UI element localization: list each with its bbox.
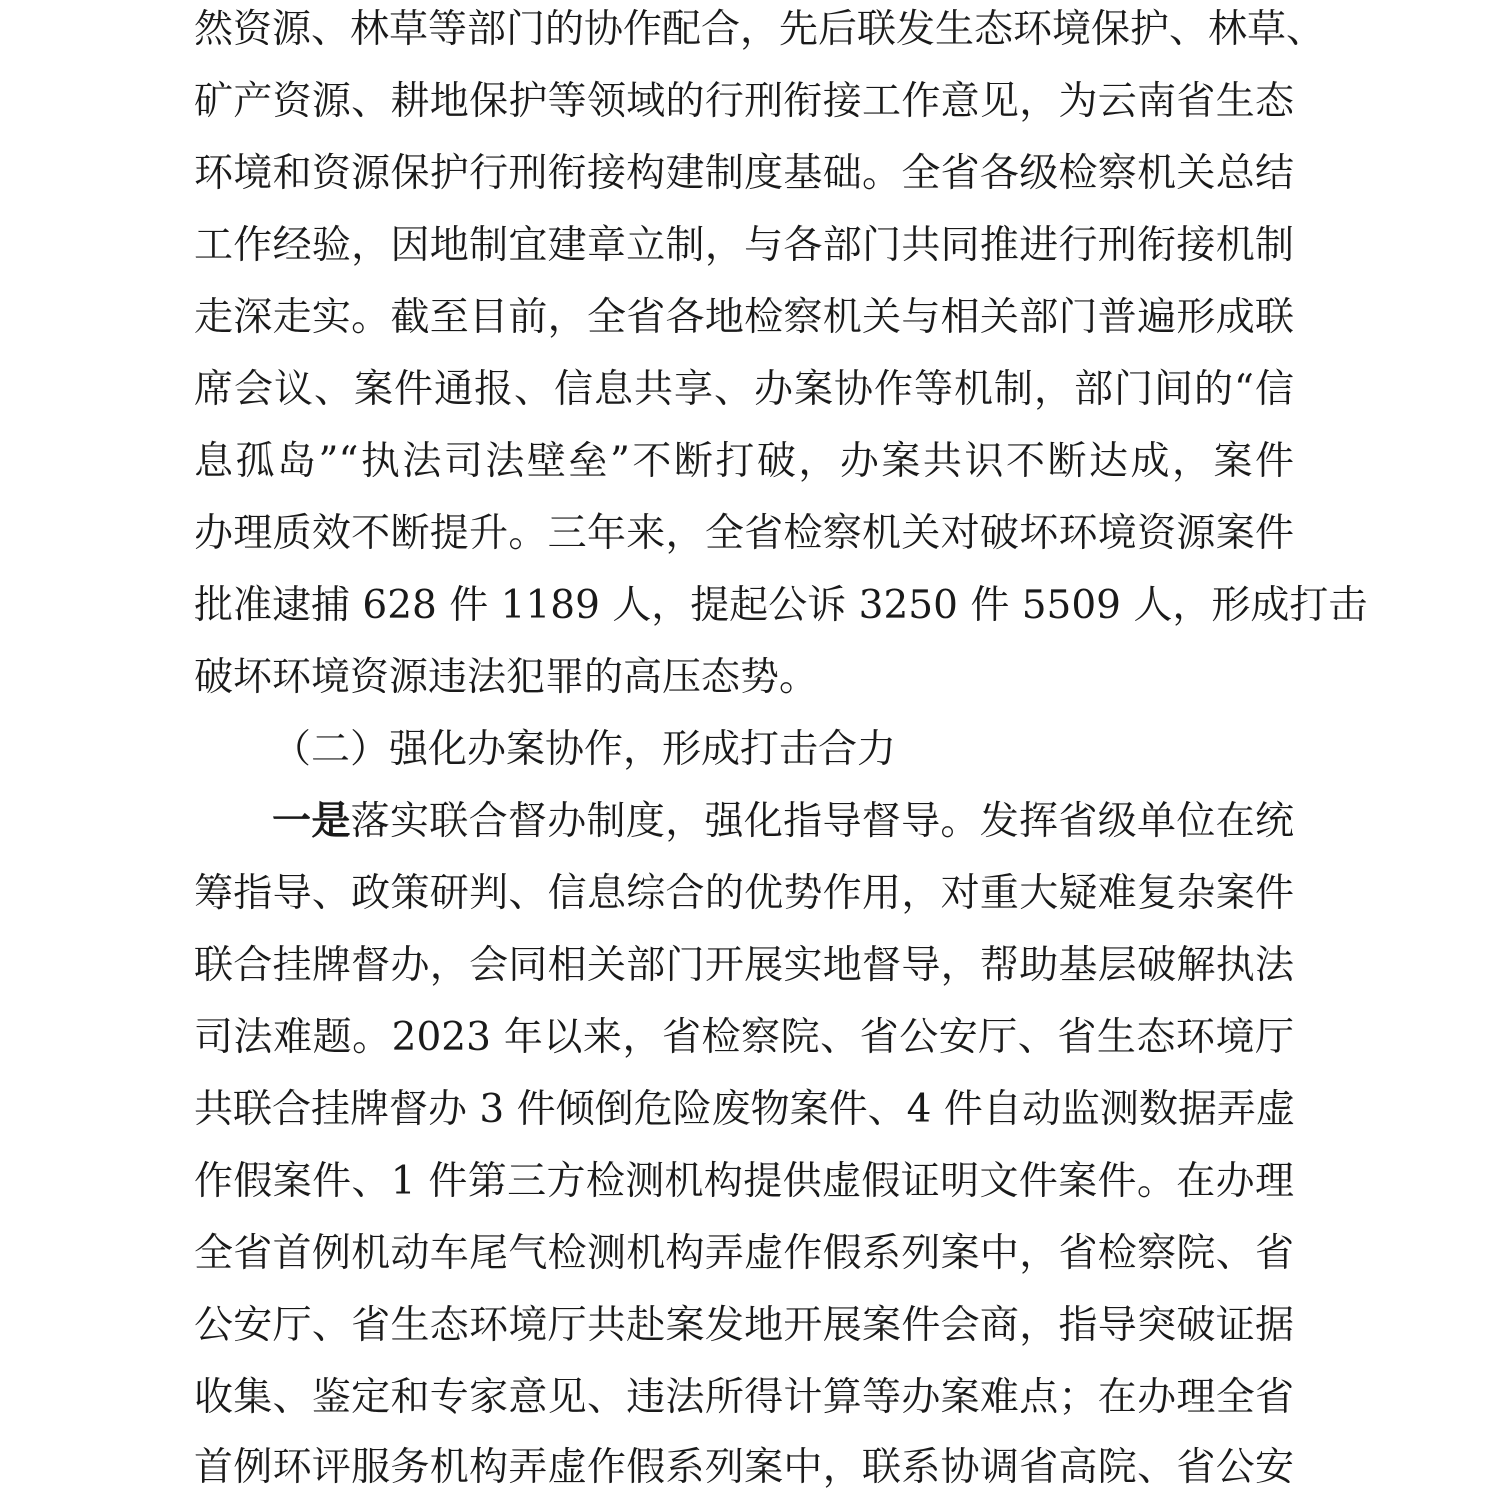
paragraph-1-line-4: 工作经验，因地制宜建章立制，与各部门共同推进行刑衔接机制 bbox=[194, 223, 1294, 268]
paragraph-1-line-6: 席会议、案件通报、信息共享、办案协作等机制，部门间的“信 bbox=[194, 367, 1294, 412]
paragraph-2-lead: 一是 bbox=[272, 799, 351, 844]
paragraph-2-line-5: 共联合挂牌督办 3 件倾倒危险废物案件、4 件自动监测数据弄虚 bbox=[194, 1087, 1295, 1132]
paragraph-2-line-1-text: 落实联合督办制度，强化指导督导。发挥省级单位在统 bbox=[350, 799, 1294, 844]
paragraph-1-line-5: 走深走实。截至目前，全省各地检察机关与相关部门普遍形成联 bbox=[194, 295, 1294, 340]
paragraph-2-line-8: 公安厅、省生态环境厅共赴案发地开展案件会商，指导突破证据 bbox=[194, 1303, 1294, 1348]
paragraph-2-line-6: 作假案件、1 件第三方检测机构提供虚假证明文件案件。在办理 bbox=[194, 1159, 1294, 1204]
paragraph-2-line-4: 司法难题。2023 年以来，省检察院、省公安厅、省生态环境厅 bbox=[194, 1015, 1294, 1060]
paragraph-2-line-7: 全省首例机动车尾气检测机构弄虚作假系列案中，省检察院、省 bbox=[194, 1231, 1294, 1276]
paragraph-1-line-10: 破坏环境资源违法犯罪的高压态势。 bbox=[194, 655, 819, 700]
paragraph-1-line-2: 矿产资源、耕地保护等领域的行刑衔接工作意见，为云南省生态 bbox=[194, 79, 1294, 124]
paragraph-2-line-10: 首例环评服务机构弄虚作假系列案中，联系协调省高院、省公安 bbox=[194, 1445, 1294, 1490]
paragraph-1-line-8: 办理质效不断提升。三年来，全省检察机关对破坏环境资源案件 bbox=[194, 511, 1294, 556]
paragraph-2-line-1 bbox=[272, 792, 1294, 852]
paragraph-2-line-9: 收集、鉴定和专家意见、违法所得计算等办案难点；在办理全省 bbox=[194, 1375, 1294, 1420]
paragraph-1-line-9: 批准逮捕 628 件 1189 人，提起公诉 3250 件 5509 人，形成打击 bbox=[194, 583, 1368, 628]
paragraph-2-line-3: 联合挂牌督办，会同相关部门开展实地督导，帮助基层破解执法 bbox=[194, 943, 1294, 988]
paragraph-1-line-1: 然资源、林草等部门的协作配合，先后联发生态环境保护、林草、 bbox=[194, 7, 1326, 52]
paragraph-1-line-3: 环境和资源保护行刑衔接构建制度基础。全省各级检察机关总结 bbox=[194, 151, 1294, 196]
section-heading: （二）强化办案协作，形成打击合力 bbox=[272, 727, 897, 772]
paragraph-1-line-7: 息孤岛”“执法司法壁垒”不断打破，办案共识不断达成，案件 bbox=[194, 439, 1294, 484]
paragraph-2-line-2: 筹指导、政策研判、信息综合的优势作用，对重大疑难复杂案件 bbox=[194, 871, 1294, 916]
